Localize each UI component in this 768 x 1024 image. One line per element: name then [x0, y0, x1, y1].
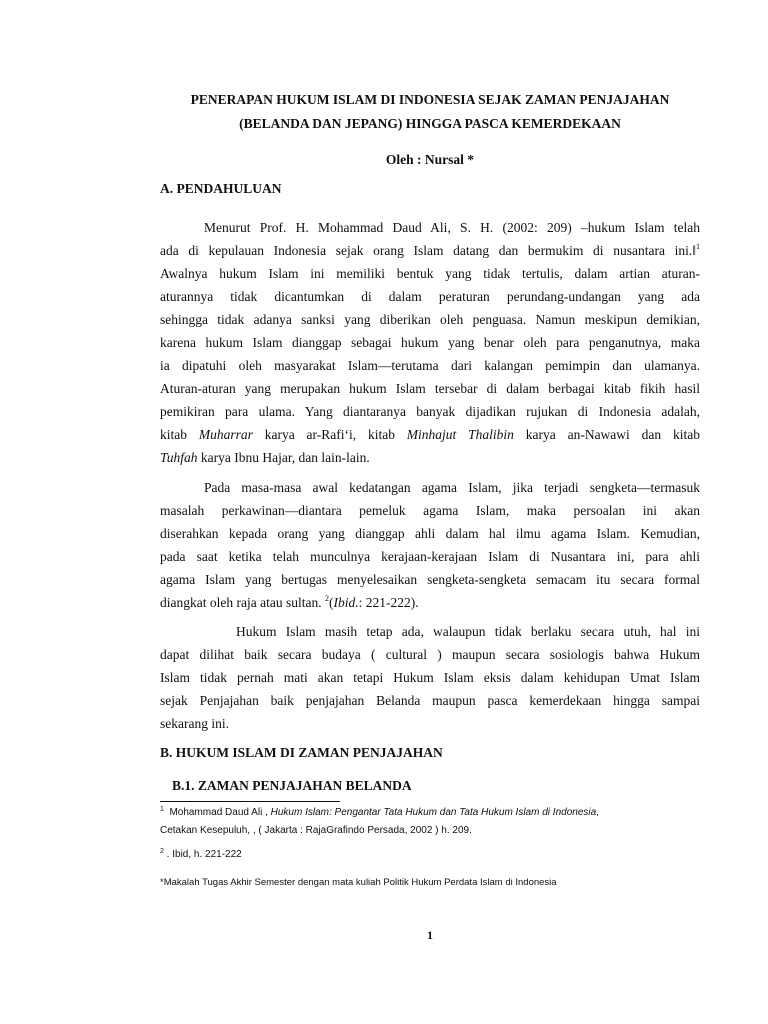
paragraph-1-line: kitab Muharrar karya ar-Rafi‘i, kitab Minhajut Thalibin karya an-Nawawi dan kitab — [160, 427, 700, 442]
section-b-heading: B. HUKUM ISLAM DI ZAMAN PENJAJAHAN — [160, 745, 443, 760]
section-a-heading: A. PENDAHULUAN — [160, 181, 282, 196]
paragraph-2-line: diangkat oleh raja atau sultan. $^2$(Ibid.: 221-222). — [160, 594, 419, 610]
book-title-muharrar: Muharrar — [198, 427, 253, 442]
paragraph-2-line: Pada masa-masa awal kedatangan agama Islam, jika terjadi sengketa—termasuk — [204, 480, 700, 495]
paragraph-2-line: agama Islam yang bertugas menyelesaikan sengketa-sengketa semacam itu secara formal — [160, 572, 700, 587]
footnote-divider — [160, 801, 340, 802]
paragraph-1-line: karena hukum Islam dianggap sebagai hukum yang benar oleh para penganutnya, maka — [160, 335, 700, 350]
paragraph-1-line: Awalnya hukum Islam ini memiliki bentuk yang tidak tertulis, dalam artian aturan- — [160, 266, 700, 281]
paragraph-2-line: diserahkan kepada orang yang dianggap ahli dalam hal ilmu agama Islam. Kemudian, — [160, 526, 700, 541]
document-title-line-2: (BELANDA DAN JEPANG) HINGGA PASCA KEMERDEKAAN — [239, 116, 621, 131]
footnote-ref-2: 2 — [324, 594, 329, 603]
paragraph-1-line: Menurut Prof. H. Mohammad Daud Ali, S. H. (2002: 209) –hukum Islam telah — [204, 220, 700, 235]
paragraph-1-line: sehingga tidak adanya sanksi yang diberikan oleh penguasa. Namun meskipun demikian, — [160, 312, 700, 327]
paragraph-2-line: pada saat ketika telah munculnya kerajaan-kerajaan Islam di Nusantara ini, para ahli — [160, 549, 700, 564]
paragraph-3-line: Hukum Islam masih tetap ada, walaupun tidak berlaku secara utuh, hal ini — [236, 624, 700, 639]
paragraph-1-line: ada di kepulauan Indonesia sejak orang Islam datang dan bermukim di nusantara ini.‖$^1$ — [160, 242, 700, 258]
book-title-tuhfah: Tuhfah — [160, 450, 198, 465]
footnote-1: $^1$ Mohammad Daud Ali , Hukum Islam: Pengantar Tata Hukum dan Tata Hukum Islam di Indonesia, — [160, 806, 599, 818]
paragraph-2-line: masalah perkawinan—diantara pemeluk agama Islam, maka persoalan ini akan — [160, 503, 700, 518]
document-page — [160, 0, 700, 1024]
paragraph-1-line: Aturan-aturan yang merupakan hukum Islam tersebar di dalam berbagai kitab fikih hasil — [160, 381, 700, 396]
footnote-1-line-2: Cetakan Kesepuluh, , ( Jakarta : RajaGrafindo Persada, 2002 ) h. 209. — [160, 825, 472, 836]
paragraph-3-line: dapat dilihat baik secara budaya ( cultural ) maupun secara sosiologis bahwa Hukum — [160, 647, 700, 662]
document-title-line-1: PENERAPAN HUKUM ISLAM DI INDONESIA SEJAK ZAMAN PENJAJAHAN — [190, 92, 670, 107]
section-b1-heading: B.1. ZAMAN PENJAJAHAN BELANDA — [172, 778, 412, 793]
footnote-2: $^2$ . Ibid, h. 221-222 — [160, 848, 242, 860]
paragraph-3-line: sejak Penjajahan baik penjajahan Belanda maupun pasca kemerdekaan hingga sampai — [160, 693, 700, 708]
book-title-minhajut-thalibin: Minhajut Thalibin — [406, 427, 514, 442]
paragraph-1-line: Tuhfah karya Ibnu Hajar, dan lain-lain. — [160, 450, 370, 465]
paragraph-3-line: sekarang ini. — [160, 716, 229, 731]
paragraph-1-line: ia dipatuhi oleh masyarakat Islam—terutama dari kalangan pemimpin dan ulamanya. — [160, 358, 700, 373]
page-number: 1 — [427, 928, 433, 942]
author-line: Oleh : Nursal * — [385, 152, 475, 167]
paragraph-1-line: pemikiran para ulama. Yang diantaranya banyak dijadikan rujukan di Indonesia adalah, — [160, 404, 700, 419]
author-note: *Makalah Tugas Akhir Semester dengan mata kuliah Politik Hukum Perdata Islam di Indonesia — [160, 877, 557, 888]
footnote-ref-1: 1 — [696, 242, 700, 251]
paragraph-1-line: aturannya tidak dicantumkan di dalam peraturan perundang-undangan yang ada — [160, 289, 700, 304]
paragraph-3-line: Islam tidak pernah mati akan tetapi Hukum Islam eksis dalam kehidupan Umat Islam — [160, 670, 700, 685]
